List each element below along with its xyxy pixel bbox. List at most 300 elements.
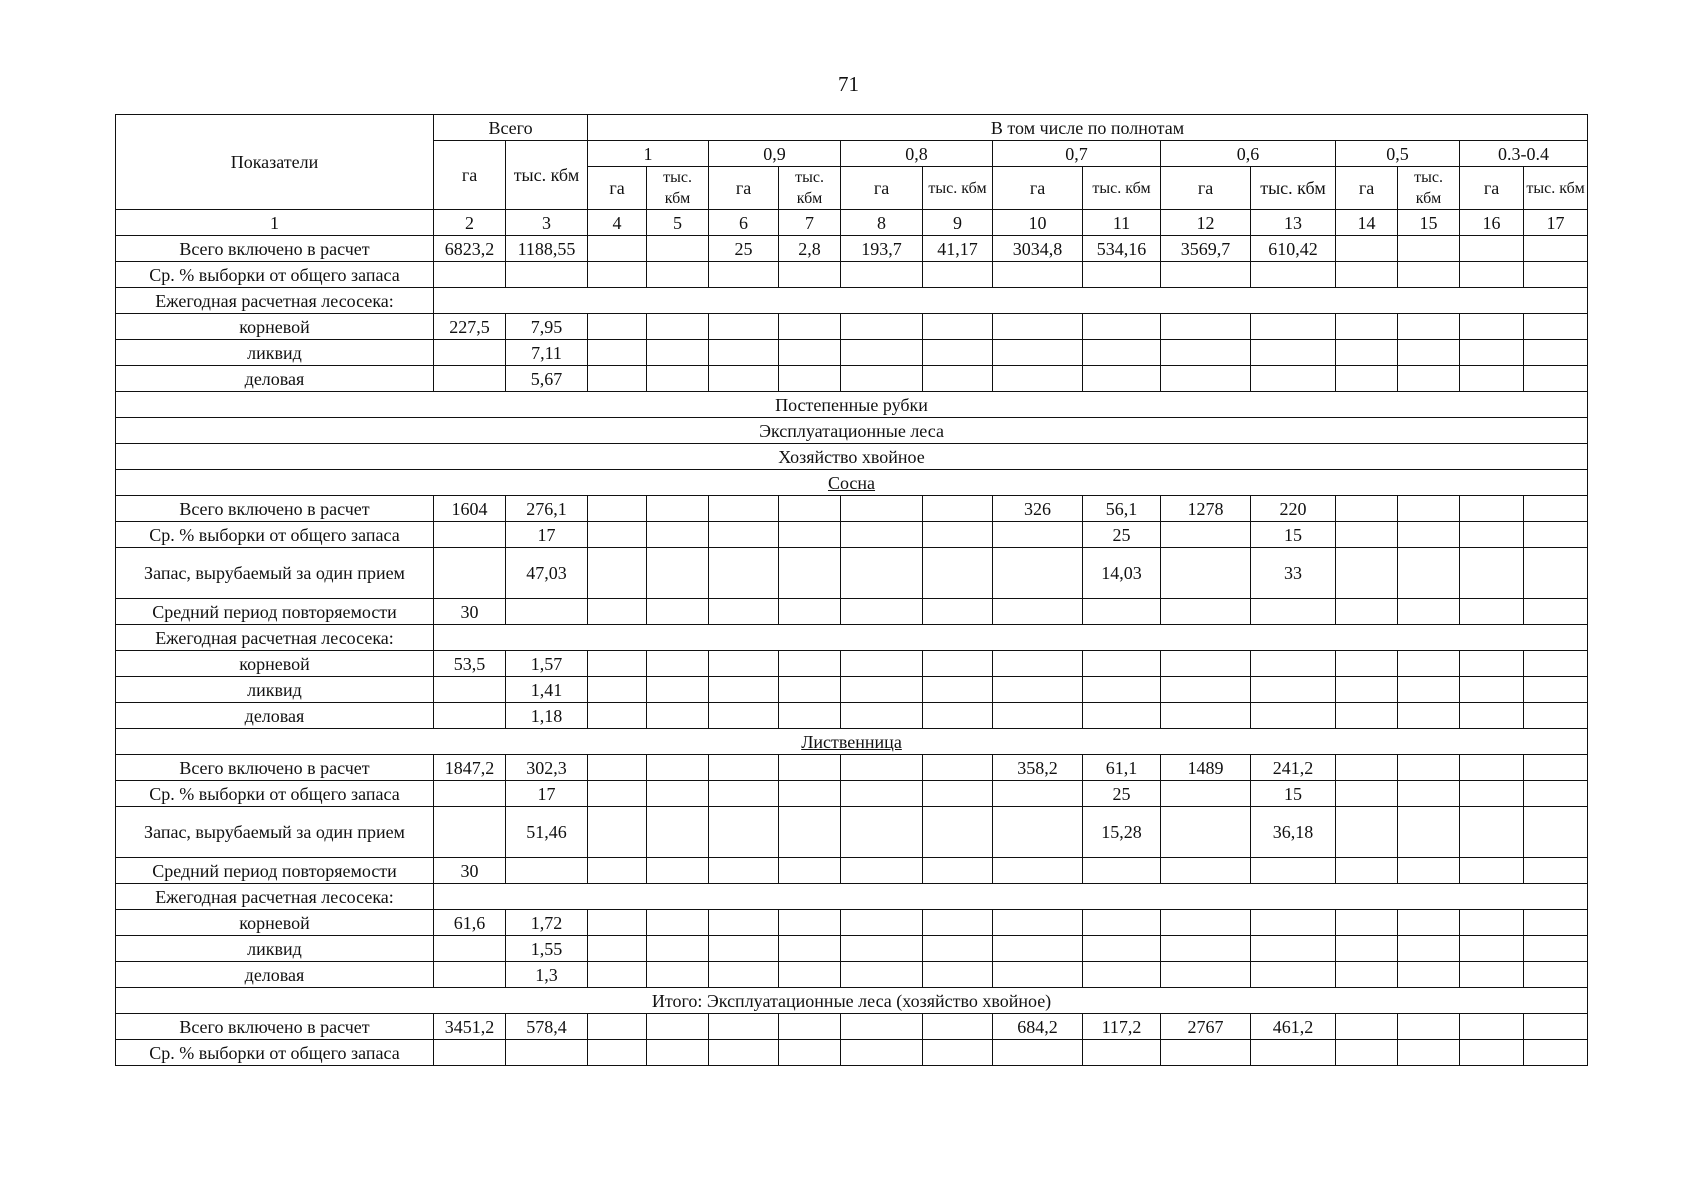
data-cell [1398, 962, 1460, 988]
data-cell [647, 962, 709, 988]
data-cell [588, 858, 647, 884]
data-cell [709, 1014, 779, 1040]
table-row [116, 1040, 1588, 1066]
table-row [116, 755, 1588, 781]
data-cell [993, 548, 1083, 599]
data-cell [647, 1014, 709, 1040]
data-cell: 5,67 [506, 366, 588, 392]
row-label: Ежегодная расчетная лесосека: [116, 625, 434, 651]
data-cell [588, 366, 647, 392]
row-label: Всего включено в расчет [116, 236, 434, 262]
data-cell: 14,03 [1083, 548, 1161, 599]
data-cell [1398, 807, 1460, 858]
column-number: 10 [993, 210, 1083, 236]
data-cell [1398, 548, 1460, 599]
data-cell [1398, 910, 1460, 936]
data-cell [1524, 1040, 1588, 1066]
data-cell [1460, 910, 1524, 936]
row-label: корневой [116, 314, 434, 340]
data-cell [993, 314, 1083, 340]
header-density: 0,5 [1336, 141, 1460, 167]
data-cell [434, 340, 506, 366]
column-number: 8 [841, 210, 923, 236]
data-cell: 7,11 [506, 340, 588, 366]
data-cell [647, 858, 709, 884]
data-cell [709, 1040, 779, 1066]
data-cell: 3034,8 [993, 236, 1083, 262]
data-cell [1161, 1040, 1251, 1066]
row-label: Ср. % выборки от общего запаса [116, 781, 434, 807]
data-cell [588, 781, 647, 807]
data-cell [923, 858, 993, 884]
data-cell [1251, 1040, 1336, 1066]
data-cell [923, 910, 993, 936]
table-row [116, 314, 1588, 340]
data-cell [1336, 496, 1398, 522]
data-cell [588, 599, 647, 625]
data-cell [1083, 599, 1161, 625]
table-row [116, 651, 1588, 677]
data-cell [1524, 651, 1588, 677]
row-label: деловая [116, 962, 434, 988]
data-cell [1524, 936, 1588, 962]
data-cell [1161, 314, 1251, 340]
data-cell [1161, 962, 1251, 988]
data-cell [1336, 858, 1398, 884]
data-cell [1161, 366, 1251, 392]
data-cell [588, 677, 647, 703]
data-cell [1336, 755, 1398, 781]
data-cell [923, 807, 993, 858]
data-cell [1398, 651, 1460, 677]
data-cell [923, 1040, 993, 1066]
data-cell [1524, 340, 1588, 366]
header-volume: тыс. кбм [1083, 167, 1161, 210]
data-cell: 25 [709, 236, 779, 262]
data-cell [923, 936, 993, 962]
data-cell [588, 962, 647, 988]
table-row [116, 807, 1588, 858]
data-cell: 1,3 [506, 962, 588, 988]
data-cell [709, 314, 779, 340]
data-cell: 61,1 [1083, 755, 1161, 781]
data-cell: 1,18 [506, 703, 588, 729]
data-cell [1460, 262, 1524, 288]
data-cell [993, 262, 1083, 288]
data-cell [709, 262, 779, 288]
data-cell [647, 755, 709, 781]
row-label: Всего включено в расчет [116, 1014, 434, 1040]
data-cell [993, 522, 1083, 548]
data-cell [779, 340, 841, 366]
data-cell [1083, 962, 1161, 988]
data-cell [506, 262, 588, 288]
data-cell [1398, 262, 1460, 288]
header-by-density: В том числе по полнотам [588, 115, 1588, 141]
data-cell [647, 548, 709, 599]
section-heading: Эксплуатационные леса [116, 418, 1588, 444]
data-cell [1083, 703, 1161, 729]
data-cell [1336, 1040, 1398, 1066]
data-cell [1083, 1040, 1161, 1066]
data-cell [1336, 936, 1398, 962]
data-cell [779, 496, 841, 522]
data-cell [1460, 936, 1524, 962]
data-cell [1524, 262, 1588, 288]
header-volume: тыс. кбм [1524, 167, 1588, 210]
table-row [116, 781, 1588, 807]
data-cell [1336, 703, 1398, 729]
data-cell [1251, 262, 1336, 288]
data-cell [993, 936, 1083, 962]
data-cell [434, 936, 506, 962]
empty-cell [434, 884, 1588, 910]
header-volume: тыс. кбм [647, 167, 709, 210]
data-cell [709, 599, 779, 625]
data-cell [709, 910, 779, 936]
column-number: 3 [506, 210, 588, 236]
data-cell: 51,46 [506, 807, 588, 858]
table-row [116, 962, 1588, 988]
header-ha: га [993, 167, 1083, 210]
data-cell [841, 651, 923, 677]
row-label: Ежегодная расчетная лесосека: [116, 884, 434, 910]
table-body [116, 115, 1588, 1066]
data-cell [1524, 910, 1588, 936]
data-cell [1460, 236, 1524, 262]
data-cell [709, 858, 779, 884]
table-row [116, 677, 1588, 703]
column-number: 7 [779, 210, 841, 236]
data-cell [647, 677, 709, 703]
data-cell [1251, 651, 1336, 677]
data-cell [588, 1040, 647, 1066]
data-cell [841, 910, 923, 936]
data-cell [1460, 651, 1524, 677]
data-cell: 578,4 [506, 1014, 588, 1040]
section-heading-text: Лиственница [801, 731, 902, 752]
header-volume: тыс. кбм [923, 167, 993, 210]
column-number: 14 [1336, 210, 1398, 236]
row-label: Средний период повторяемости [116, 599, 434, 625]
empty-cell [434, 288, 1588, 314]
data-cell: 461,2 [1251, 1014, 1336, 1040]
data-cell [1336, 548, 1398, 599]
data-cell [779, 1014, 841, 1040]
data-cell [993, 1040, 1083, 1066]
data-cell [1524, 314, 1588, 340]
data-cell [647, 496, 709, 522]
data-cell [1083, 314, 1161, 340]
data-cell [1524, 807, 1588, 858]
table-row [116, 392, 1588, 418]
data-cell [647, 910, 709, 936]
data-cell [779, 703, 841, 729]
section-heading [116, 729, 1588, 755]
data-cell [1161, 340, 1251, 366]
data-cell [647, 651, 709, 677]
header-ha: га [1161, 167, 1251, 210]
data-cell [1524, 962, 1588, 988]
data-cell [779, 262, 841, 288]
data-cell [993, 962, 1083, 988]
column-number: 1 [116, 210, 434, 236]
data-cell [923, 677, 993, 703]
data-cell: 326 [993, 496, 1083, 522]
data-cell [1524, 548, 1588, 599]
data-cell [1524, 599, 1588, 625]
data-cell [993, 910, 1083, 936]
data-cell [1524, 755, 1588, 781]
data-cell: 1278 [1161, 496, 1251, 522]
row-label: Всего включено в расчет [116, 755, 434, 781]
data-cell [1460, 755, 1524, 781]
data-cell [1336, 910, 1398, 936]
data-cell: 6823,2 [434, 236, 506, 262]
data-cell [1336, 522, 1398, 548]
data-cell [1460, 677, 1524, 703]
data-cell: 227,5 [434, 314, 506, 340]
data-cell [1083, 340, 1161, 366]
data-cell: 47,03 [506, 548, 588, 599]
data-cell [1460, 366, 1524, 392]
table-row [116, 1014, 1588, 1040]
data-cell [434, 703, 506, 729]
data-cell [1161, 262, 1251, 288]
data-cell: 15 [1251, 522, 1336, 548]
data-cell [434, 1040, 506, 1066]
data-cell: 193,7 [841, 236, 923, 262]
data-cell: 30 [434, 858, 506, 884]
data-cell [434, 677, 506, 703]
data-cell [434, 262, 506, 288]
data-cell [1251, 962, 1336, 988]
table-row [116, 548, 1588, 599]
data-cell [1251, 677, 1336, 703]
data-cell [709, 548, 779, 599]
data-cell [1083, 910, 1161, 936]
data-cell [709, 496, 779, 522]
data-cell [647, 936, 709, 962]
section-heading-text: Сосна [827, 472, 876, 493]
table-row [116, 262, 1588, 288]
data-cell [1336, 1014, 1398, 1040]
data-cell [1251, 599, 1336, 625]
column-number: 9 [923, 210, 993, 236]
data-cell [923, 522, 993, 548]
data-cell [841, 807, 923, 858]
table-row [116, 625, 1588, 651]
data-cell [779, 962, 841, 988]
data-cell [1398, 1014, 1460, 1040]
column-number: 5 [647, 210, 709, 236]
data-cell: 1489 [1161, 755, 1251, 781]
data-cell: 33 [1251, 548, 1336, 599]
table-row [116, 470, 1588, 496]
data-cell [1460, 314, 1524, 340]
column-number: 11 [1083, 210, 1161, 236]
table-row [116, 988, 1588, 1014]
data-cell [1524, 1014, 1588, 1040]
data-cell [647, 366, 709, 392]
data-cell [506, 1040, 588, 1066]
data-cell [647, 522, 709, 548]
data-cell [841, 522, 923, 548]
data-cell [1336, 781, 1398, 807]
data-cell [1460, 703, 1524, 729]
data-cell: 17 [506, 522, 588, 548]
data-cell [1398, 340, 1460, 366]
data-cell [588, 936, 647, 962]
data-cell [647, 807, 709, 858]
data-cell [709, 340, 779, 366]
data-cell [1524, 366, 1588, 392]
data-cell [1524, 858, 1588, 884]
header-ha: га [588, 167, 647, 210]
data-cell [1083, 262, 1161, 288]
data-cell [993, 677, 1083, 703]
data-cell: 276,1 [506, 496, 588, 522]
data-cell [1083, 858, 1161, 884]
column-number: 17 [1524, 210, 1588, 236]
data-cell [841, 599, 923, 625]
data-cell [779, 677, 841, 703]
data-cell [1398, 522, 1460, 548]
header-density: 0,6 [1161, 141, 1336, 167]
data-cell [1398, 858, 1460, 884]
column-number-row [116, 210, 1588, 236]
data-cell [709, 781, 779, 807]
data-cell [647, 703, 709, 729]
data-cell: 1,41 [506, 677, 588, 703]
table-row [116, 522, 1588, 548]
row-label: Средний период повторяемости [116, 858, 434, 884]
data-cell: 2,8 [779, 236, 841, 262]
row-label: деловая [116, 703, 434, 729]
data-cell [1161, 781, 1251, 807]
data-cell [1524, 496, 1588, 522]
data-cell [709, 677, 779, 703]
header-density: 0,8 [841, 141, 993, 167]
data-cell [1336, 236, 1398, 262]
data-cell [1161, 703, 1251, 729]
data-cell [1161, 548, 1251, 599]
data-cell [1161, 599, 1251, 625]
table-row [116, 496, 1588, 522]
data-cell [779, 366, 841, 392]
data-cell [1161, 522, 1251, 548]
data-cell [647, 262, 709, 288]
row-label: корневой [116, 651, 434, 677]
data-cell [588, 236, 647, 262]
data-cell [709, 936, 779, 962]
row-label: Ср. % выборки от общего запаса [116, 1040, 434, 1066]
data-cell [779, 522, 841, 548]
data-cell [1161, 910, 1251, 936]
column-number: 12 [1161, 210, 1251, 236]
data-cell [588, 548, 647, 599]
data-cell [841, 340, 923, 366]
data-cell [647, 599, 709, 625]
data-cell [1460, 1040, 1524, 1066]
data-cell [434, 548, 506, 599]
column-number: 15 [1398, 210, 1460, 236]
table-row [116, 236, 1588, 262]
row-label: ликвид [116, 677, 434, 703]
data-cell [588, 755, 647, 781]
data-cell [779, 1040, 841, 1066]
data-cell: 220 [1251, 496, 1336, 522]
data-cell: 1,72 [506, 910, 588, 936]
data-cell: 3451,2 [434, 1014, 506, 1040]
data-cell [841, 962, 923, 988]
data-cell [779, 651, 841, 677]
data-cell [588, 1014, 647, 1040]
data-cell [647, 314, 709, 340]
data-cell [841, 858, 923, 884]
data-cell [1398, 677, 1460, 703]
data-cell [841, 262, 923, 288]
data-cell [506, 599, 588, 625]
data-cell [647, 1040, 709, 1066]
data-cell [1251, 340, 1336, 366]
header-volume: тыс. кбм [1398, 167, 1460, 210]
data-cell [1251, 314, 1336, 340]
section-heading: Итого: Эксплуатационные леса (хозяйство хвойное) [116, 988, 1588, 1014]
data-cell [923, 314, 993, 340]
table-row [116, 729, 1588, 755]
data-cell: 1188,55 [506, 236, 588, 262]
data-cell [588, 262, 647, 288]
data-cell [1336, 366, 1398, 392]
data-cell [1460, 599, 1524, 625]
table-row [116, 340, 1588, 366]
data-cell: 15,28 [1083, 807, 1161, 858]
data-cell: 3569,7 [1161, 236, 1251, 262]
data-cell [588, 703, 647, 729]
data-cell [709, 651, 779, 677]
header-ha: га [1460, 167, 1524, 210]
data-cell [506, 858, 588, 884]
data-cell [923, 651, 993, 677]
column-number: 6 [709, 210, 779, 236]
data-cell [1398, 781, 1460, 807]
data-cell [709, 703, 779, 729]
data-cell [588, 314, 647, 340]
data-cell [1460, 807, 1524, 858]
data-cell [993, 703, 1083, 729]
data-cell [1460, 548, 1524, 599]
row-label: ликвид [116, 936, 434, 962]
data-cell: 534,16 [1083, 236, 1161, 262]
header-total: Всего [434, 115, 588, 141]
data-cell [841, 936, 923, 962]
data-cell [779, 314, 841, 340]
data-cell [923, 1014, 993, 1040]
data-cell [1161, 651, 1251, 677]
data-cell [779, 548, 841, 599]
table-row [116, 444, 1588, 470]
data-cell [1460, 962, 1524, 988]
data-cell [588, 651, 647, 677]
data-cell [1524, 703, 1588, 729]
data-cell [588, 522, 647, 548]
data-cell: 7,95 [506, 314, 588, 340]
data-cell [1336, 262, 1398, 288]
header-volume: тыс. кбм [779, 167, 841, 210]
data-cell [1460, 1014, 1524, 1040]
data-cell: 30 [434, 599, 506, 625]
